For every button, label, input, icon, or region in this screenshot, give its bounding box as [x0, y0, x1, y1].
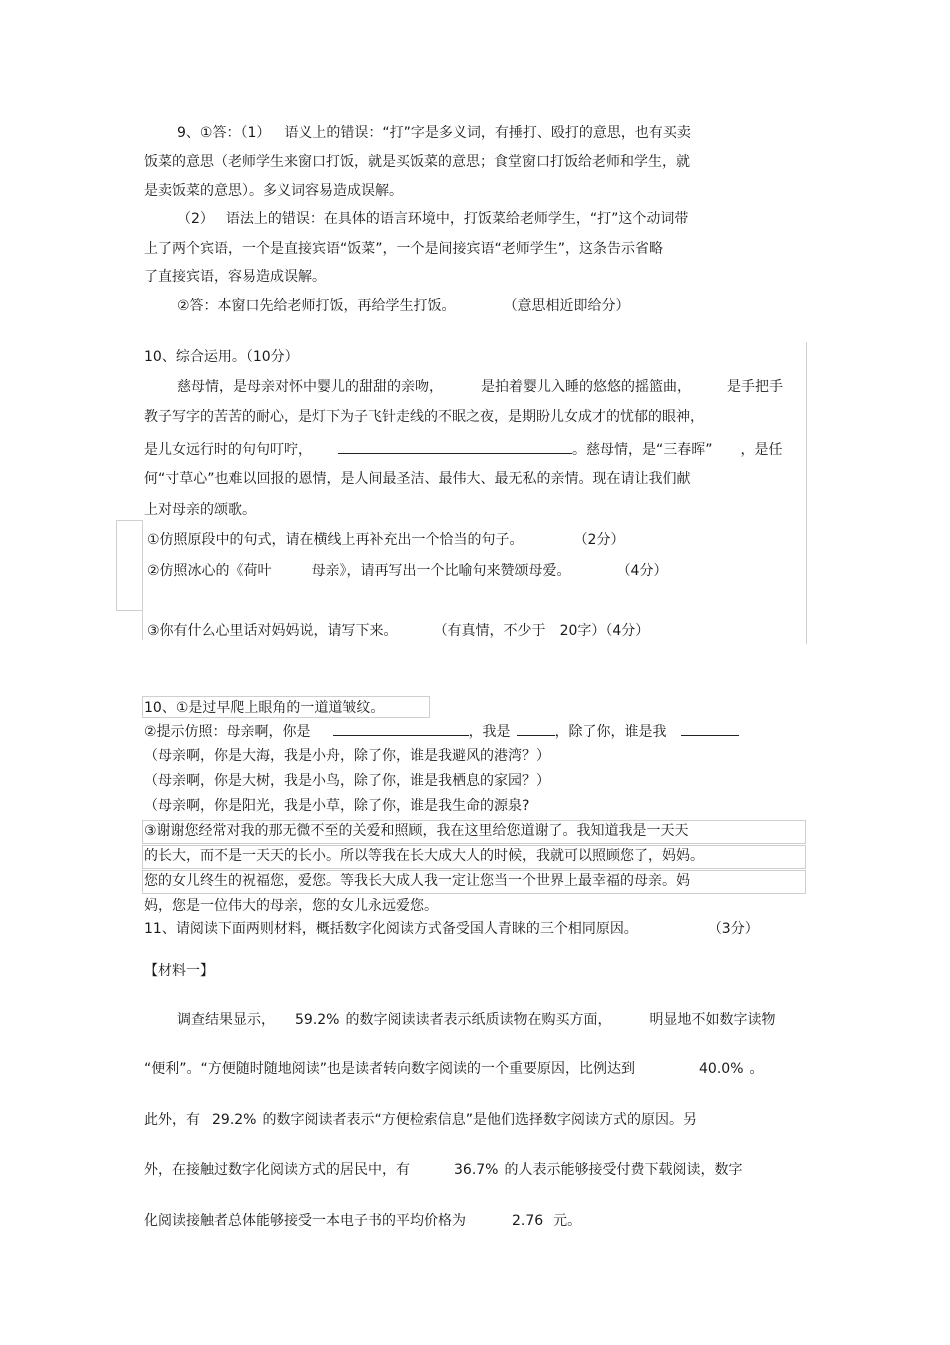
- q9-line-7: ②答：本窗口先给老师打饭，再给学生打饭。 （意思相近即给分）: [177, 298, 630, 314]
- q9-line-4: （2） 语法上的错误：在具体的语言环境中，打饭菜给老师学生，“打”这个动词带: [177, 211, 689, 227]
- q10-para-line-3: 是儿女远行时的句句叮咛， 。慈母情，是“三春晖” ，是任: [144, 442, 783, 458]
- a10-answer-3-line-4: 妈，您是一位伟大的母亲，您的女儿永远爱您。: [144, 898, 438, 914]
- q11-title: 11、请阅读下面两则材料，概括数字化阅读方式备受国人青睐的三个相同原因。 （3分）: [144, 921, 759, 937]
- q10-para-line-4: 何“寸草心”也难以回报的恩情，是人间最圣洁、最伟大、最无私的亲情。现在请让我们献: [144, 471, 691, 487]
- q9-line-2: 饭菜的意思（老师学生来窗口打饭，就是买饭菜的意思；食堂窗口打饭给老师和学生，就: [144, 154, 690, 170]
- q11-material-line-3: 此外，有 29.2% 的数字阅读者表示“方便检索信息”是他们选择数字阅读方式的原因。另: [144, 1112, 697, 1128]
- answer-blank[interactable]: [517, 722, 555, 736]
- q10-sub-1: ①仿照原段中的句式，请在横线上再补充出一个恰当的句子。 （2分）: [147, 532, 625, 548]
- answer-blank[interactable]: [333, 722, 469, 736]
- a10-example-3: （母亲啊，你是阳光，我是小草，除了你，谁是我生命的源泉?: [144, 798, 530, 814]
- q9-line-1: 9、①答：（1） 语义上的错误：“打”字是多义词，有捶打、殴打的意思，也有买卖: [177, 125, 691, 141]
- a10-answer-1: 10、①是过早爬上眼角的一道道皱纹。: [144, 700, 385, 716]
- q11-material-heading: 【材料一】: [144, 963, 214, 979]
- a10-answer-3-line-2: 的长大，而不是一天天的长小。所以等我在长大成大人的时候，我就可以照顾您了，妈妈。: [144, 848, 704, 864]
- a10-answer-3-line-3: 您的女儿终生的祝福您，爱您。等我长大成人我一定让您当一个世界上最幸福的母亲。妈: [144, 873, 690, 889]
- answer-blank[interactable]: [681, 722, 739, 736]
- q9-line-6: 了直接宾语，容易造成误解。: [144, 269, 326, 285]
- q9-line-5: 上了两个宾语，一个是直接宾语“饭菜”，一个是间接宾语“老师学生”，这条告示省略: [144, 241, 664, 257]
- q10-para-line-2: 教子写字的苦苦的耐心，是灯下为子飞针走线的不眠之夜，是期盼儿女成才的忧郁的眼神，: [144, 409, 704, 425]
- q10-title: 10、综合运用。（10分）: [144, 349, 299, 365]
- q10-frame-left-lower: [142, 520, 143, 640]
- q11-material-line-4: 外，在接触过数字化阅读方式的居民中，有 36.7% 的人表示能够接受付费下载阅读，数字: [144, 1162, 743, 1178]
- q11-material-line-1: 调查结果显示， 59.2% 的数字阅读读者表示纸质读物在购买方面， 明显地不如数字读物: [177, 1012, 776, 1028]
- a10-answer-3-line-1: ③谢谢您经常对我的那无微不至的关爱和照顾，我在这里给您道谢了。我知道我是一天天: [144, 823, 689, 839]
- q10-frame-tick-3: [116, 610, 142, 611]
- a10-answer-2: ②提示仿照：母亲啊，你是 ，我是 ，除了你，谁是我: [144, 722, 739, 741]
- answer-blank[interactable]: [338, 440, 572, 454]
- q9-line-3: 是卖饭菜的意思）。多义词容易造成误解。: [144, 183, 403, 199]
- q11-material-line-5: 化阅读接触者总体能够接受一本电子书的平均价格为 2.76 元。: [144, 1213, 582, 1229]
- q10-frame-tick-1: [116, 520, 142, 521]
- q10-frame-tick-2: [116, 520, 117, 610]
- q10-frame-right: [806, 342, 807, 644]
- q11-material-line-2: “便利”。“方便随时随地阅读”也是读者转向数字阅读的一个重要原因，比例达到 40.0% 。: [144, 1061, 764, 1077]
- q10-sub-2: ②仿照冰心的《荷叶 母亲》，请再写出一个比喻句来赞颂母爱。 （4分）: [147, 563, 668, 579]
- q10-para-line-1: 慈母情，是母亲对怀中婴儿的甜甜的亲吻， 是拍着婴儿入睡的悠悠的摇篮曲， 是手把手: [177, 379, 783, 395]
- q10-sub-3: ③你有什么心里话对妈妈说，请写下来。 （有真情，不少于 20字）（4分）: [147, 623, 650, 639]
- a10-example-1: （母亲啊，你是大海，我是小舟，除了你，谁是我避风的港湾？）: [144, 748, 550, 764]
- q9-label: 9、①答：（1）: [177, 125, 271, 141]
- a10-example-2: （母亲啊，你是大树，我是小鸟，除了你，谁是我栖息的家园？）: [144, 773, 550, 789]
- q10-para-line-5: 上对母亲的颂歌。: [144, 502, 256, 518]
